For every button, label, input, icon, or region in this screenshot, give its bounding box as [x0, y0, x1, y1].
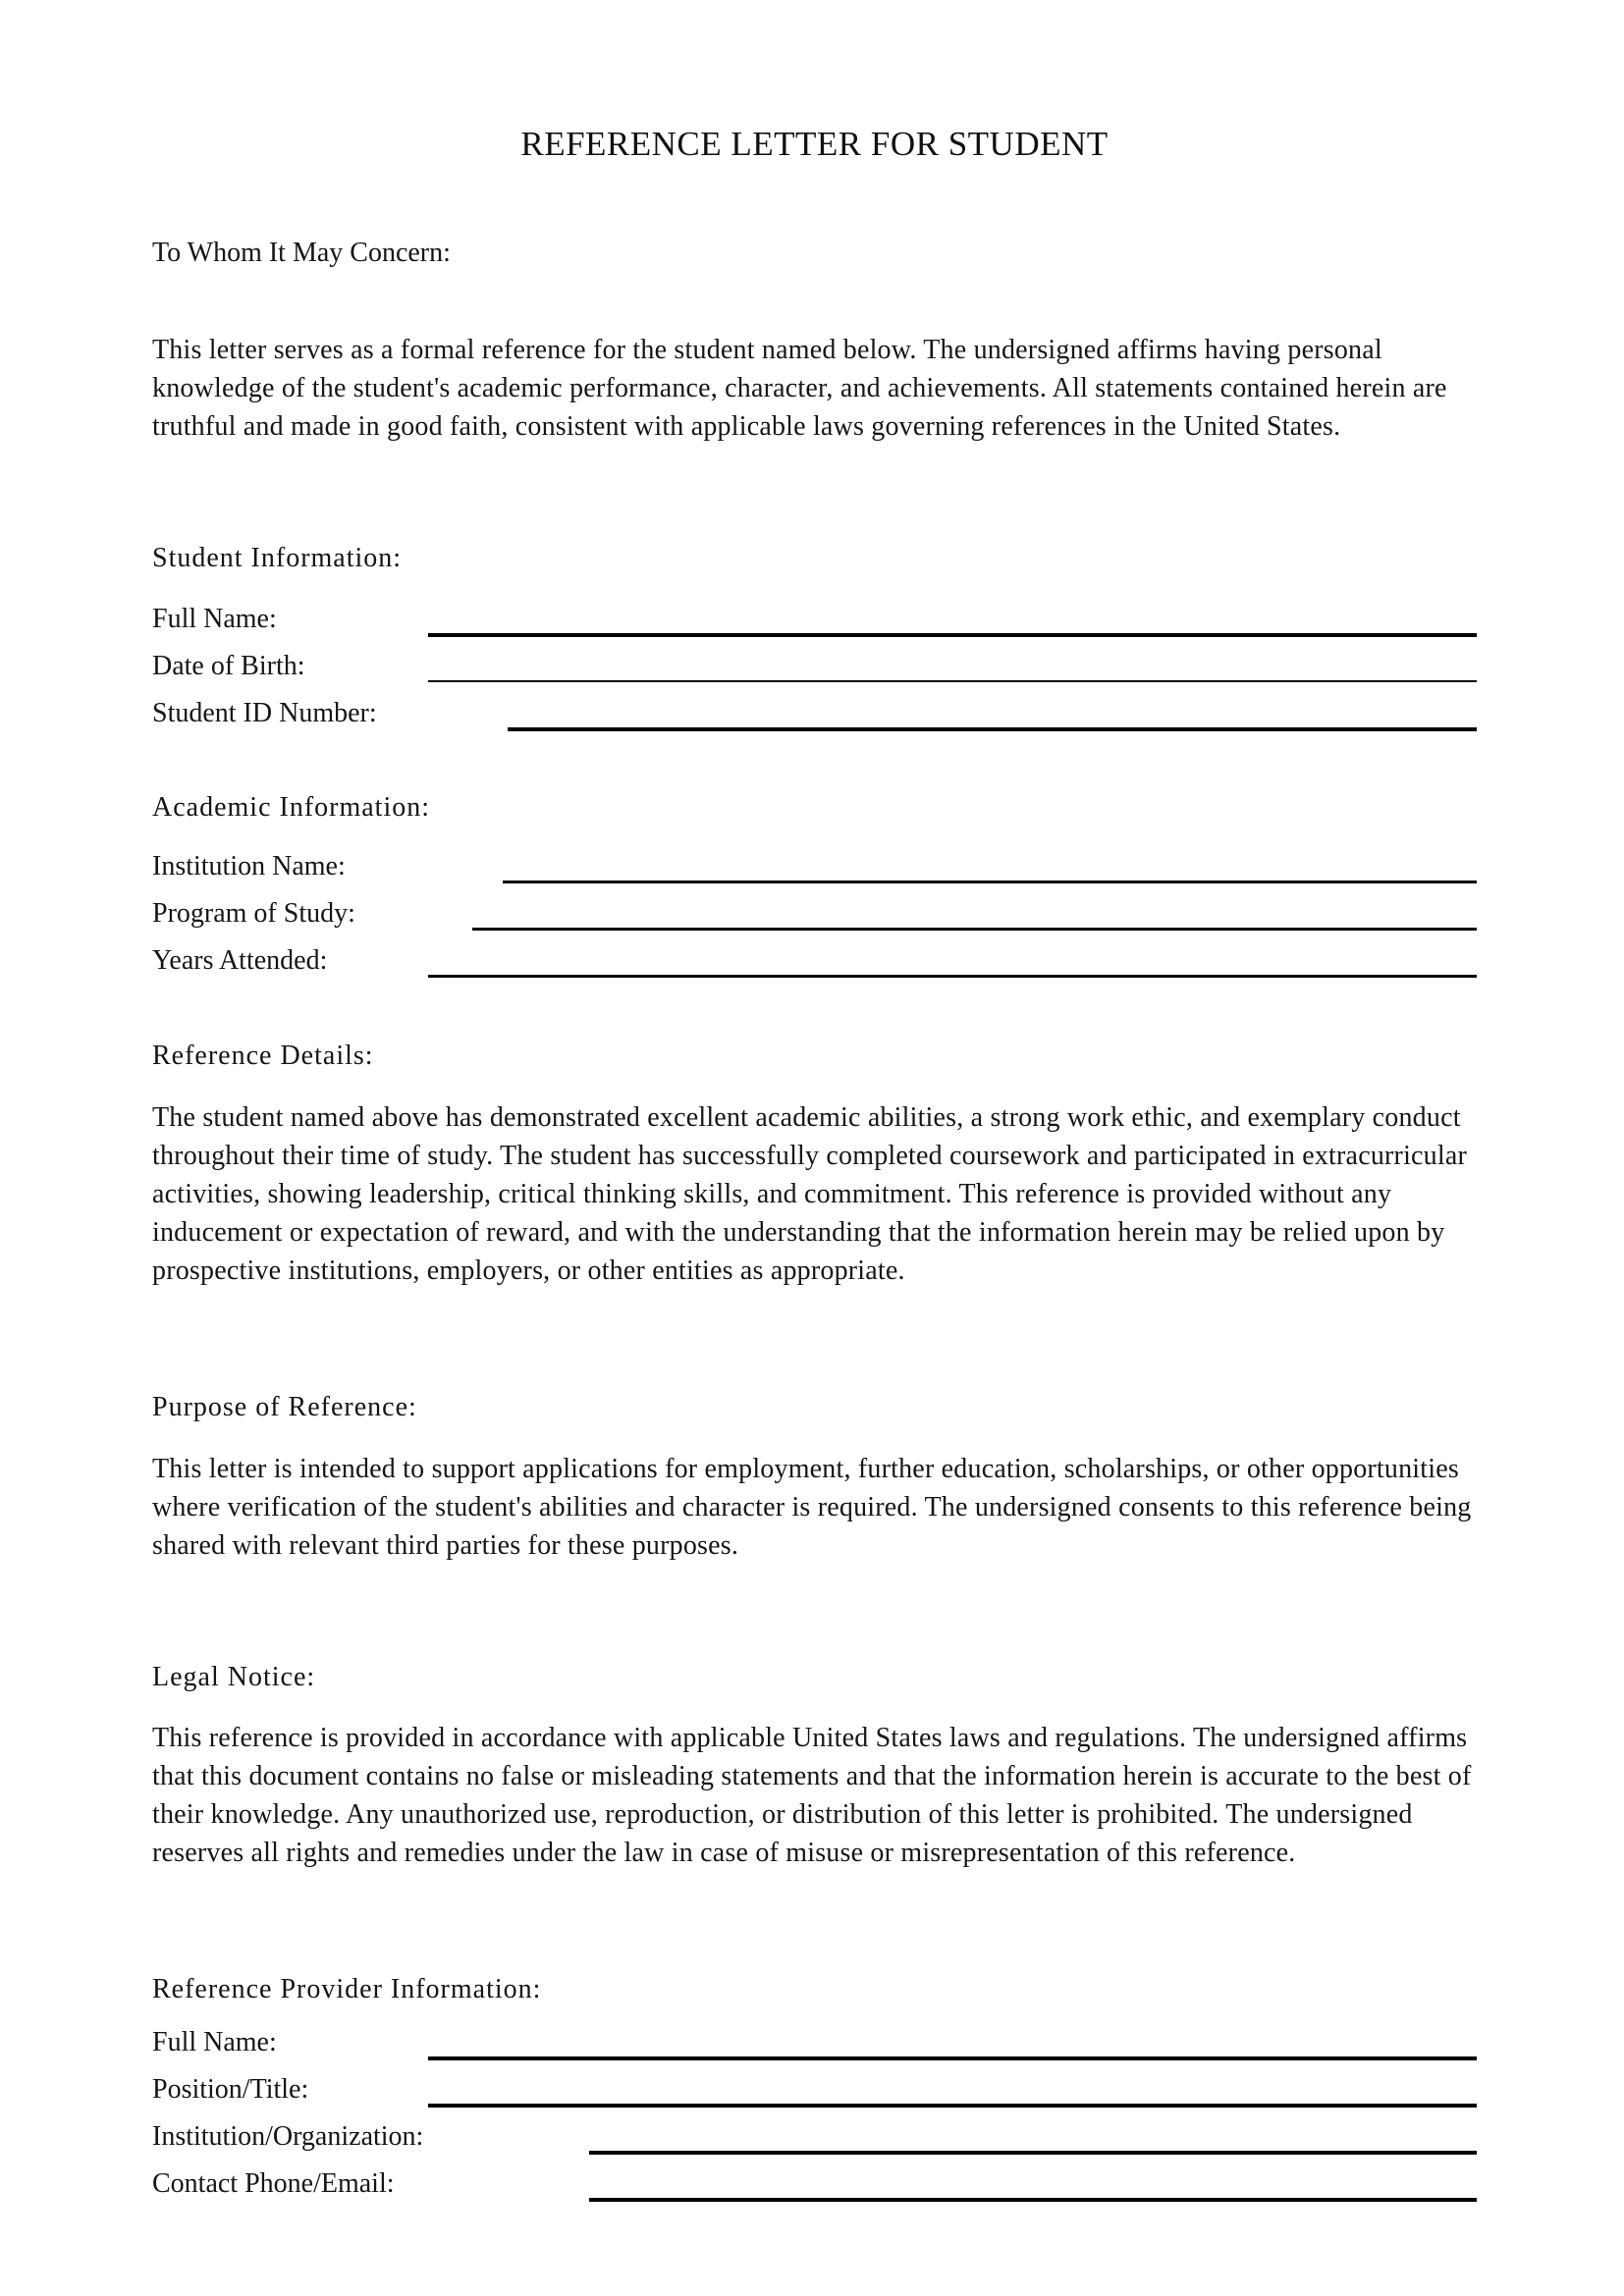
field-row-position-title — [152, 2070, 1477, 2109]
legal-notice-paragraph: This reference is provided in accordance with applicable United States laws and regulations. The undersigned affirms that this document contains no false or misleading statements and that the information herein is accurate to the best of their knowledge. Any unauthorized use, reproduction, or distribution of this letter is prohibited. The undersigned reserves all rights and remedies under the law in case of misuse or misrepresentation of this reference. — [152, 1723, 1472, 1868]
field-value-date-of-birth[interactable] — [428, 647, 1477, 680]
field-row-institution-organization — [152, 2117, 1477, 2156]
field-value-years-attended[interactable] — [428, 941, 1477, 975]
purpose-paragraph: This letter is intended to support applications for employment, further education, scholarships, or other opportunities where verification of the student's abilities and character is required. The undersigned consents to this reference being shared with relevant third parties for these purposes. — [152, 1454, 1472, 1561]
field-row-institution-name — [152, 847, 1477, 885]
field-row-student-full-name — [152, 600, 1477, 638]
field-value-institution-organization[interactable] — [589, 2117, 1477, 2151]
section-heading-student-info: Student Information: — [152, 543, 403, 573]
field-value-student-id[interactable] — [508, 694, 1477, 727]
fill-line-student-full-name[interactable] — [428, 633, 1477, 637]
field-value-position-title[interactable] — [428, 2070, 1477, 2104]
section-heading-provider-info: Reference Provider Information: — [152, 1974, 542, 2004]
field-row-date-of-birth — [152, 647, 1477, 685]
field-label-provider-full-name: Full Name: — [152, 2027, 277, 2057]
intro-paragraph: This letter serves as a formal reference for the student named below. The undersigned affirms having personal knowledge of the student's academic performance, character, and achievements. All statements contained herein are truthful and made in good faith, consistent with applicable laws governing references in the United States. — [152, 335, 1447, 442]
section-heading-reference-details: Reference Details: — [152, 1041, 374, 1071]
field-row-student-id — [152, 694, 1477, 732]
field-value-provider-full-name[interactable] — [428, 2023, 1477, 2056]
section-heading-academic-info: Academic Information: — [152, 792, 431, 823]
fill-line-date-of-birth[interactable] — [428, 680, 1477, 682]
fill-line-contact-phone-email[interactable] — [589, 2198, 1477, 2202]
field-row-years-attended — [152, 941, 1477, 980]
fill-line-position-title[interactable] — [428, 2104, 1477, 2108]
fill-line-program-of-study[interactable] — [472, 928, 1477, 931]
field-row-provider-full-name — [152, 2023, 1477, 2061]
section-heading-purpose: Purpose of Reference: — [152, 1392, 417, 1422]
field-label-institution-organization: Institution/Organization: — [152, 2121, 424, 2152]
field-label-student-full-name: Full Name: — [152, 604, 277, 634]
field-label-institution-name: Institution Name: — [152, 851, 346, 881]
field-label-date-of-birth: Date of Birth: — [152, 651, 305, 681]
field-value-program-of-study[interactable] — [472, 894, 1477, 928]
field-value-contact-phone-email[interactable] — [589, 2164, 1477, 2198]
field-label-program-of-study: Program of Study: — [152, 898, 355, 929]
fill-line-provider-full-name[interactable] — [428, 2056, 1477, 2060]
salutation: To Whom It May Concern: — [152, 238, 451, 268]
field-value-institution-name[interactable] — [503, 847, 1477, 881]
field-row-contact-phone-email — [152, 2164, 1477, 2203]
page-title: REFERENCE LETTER FOR STUDENT — [520, 125, 1109, 163]
page-content — [0, 123, 1624, 2203]
fill-line-years-attended[interactable] — [428, 975, 1477, 978]
field-label-position-title: Position/Title: — [152, 2074, 309, 2105]
fill-line-institution-organization[interactable] — [589, 2151, 1477, 2155]
reference-details-paragraph: The student named above has demonstrated excellent academic abilities, a strong work ethic, and exemplary conduct throughout their time of study. The student has successfully completed coursework and participated in extracurricular activities, showing leadership, critical thinking skills, and commitment. This reference is provided without any inducement or expectation of reward, and with the understanding that the information herein may be relied upon by prospective institutions, employers, or other entities as appropriate. — [152, 1102, 1468, 1286]
field-label-student-id: Student ID Number: — [152, 698, 377, 728]
fill-line-student-id[interactable] — [508, 727, 1477, 731]
field-value-student-full-name[interactable] — [428, 600, 1477, 633]
field-row-program-of-study — [152, 894, 1477, 933]
field-label-contact-phone-email: Contact Phone/Email: — [152, 2168, 395, 2199]
fill-line-institution-name[interactable] — [503, 881, 1477, 883]
section-heading-legal-notice: Legal Notice: — [152, 1662, 316, 1692]
field-label-years-attended: Years Attended: — [152, 945, 328, 976]
